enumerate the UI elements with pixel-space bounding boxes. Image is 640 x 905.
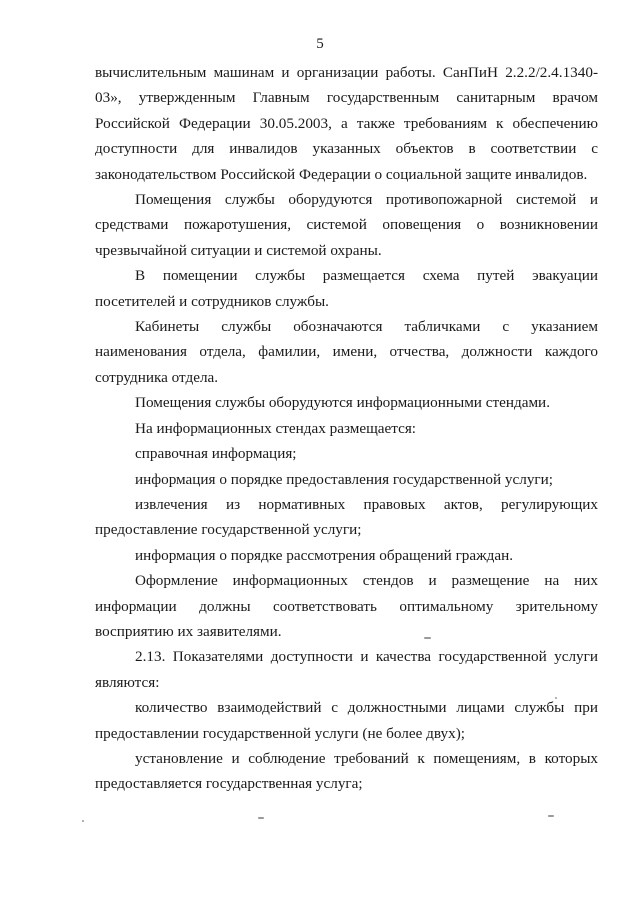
list-item-reference-info: справочная информация;	[135, 445, 297, 463]
paragraph-info-stands: Помещения службы оборудуются информационными стендами.	[135, 394, 550, 412]
paragraph-stands-content-intro: На информационных стендах размещается:	[135, 419, 417, 437]
scan-speck	[555, 697, 557, 699]
page-number: 5	[316, 36, 324, 52]
paragraph-sanpin-continuation: вычислительным машинам и организации работы. СанПиН 2.2.2/2.4.1340-03», утвержденным Главным государственным санитарным врачом Российской Федерации 30.05.2003, а также требованиям к обеспечению доступности для инвалидов указанных объектов в соответствии с законодательством Российской Федерации о социальной защите инвалидов.	[95, 64, 598, 183]
scan-speck	[548, 815, 554, 817]
document-body	[95, 60, 598, 797]
paragraph-fire-safety: Помещения службы оборудуются противопожарной системой и средствами пожаротушения, системой оповещения о возникновении чрезвычайной ситуации и системой охраны.	[95, 191, 598, 259]
list-item-legal-extracts: извлечения из нормативных правовых актов, регулирующих предоставление государственной услуги;	[95, 495, 598, 539]
scan-speck	[82, 820, 84, 822]
paragraph-section-2-13: 2.13. Показателями доступности и качества государственной услуги являются:	[95, 648, 598, 691]
paragraph-stands-design: Оформление информационных стендов и размещение на них информации должны соответствовать оптимальному зрительному восприятию их заявителями.	[95, 572, 598, 640]
scan-speck	[258, 817, 264, 819]
scan-speck	[424, 637, 431, 639]
list-item-interactions-count: количество взаимодействий с должностными лицами службы при предоставлении государственной услуги (не более двух);	[95, 699, 598, 742]
list-item-service-procedure: информация о порядке предоставления государственной услуги;	[135, 470, 554, 488]
list-item-premises-requirements: установление и соблюдение требований к помещениям, в которых предоставляется государственная услуга;	[95, 749, 598, 793]
paragraph-evacuation-scheme: В помещении службы размещается схема путей эвакуации посетителей и сотрудников службы.	[95, 267, 598, 310]
paragraph-office-signs: Кабинеты службы обозначаются табличками с указанием наименования отдела, фамилии, имени, отчества, должности каждого сотрудника отдела.	[95, 318, 598, 386]
list-item-appeals-procedure: информация о порядке рассмотрения обращений граждан.	[135, 546, 514, 564]
